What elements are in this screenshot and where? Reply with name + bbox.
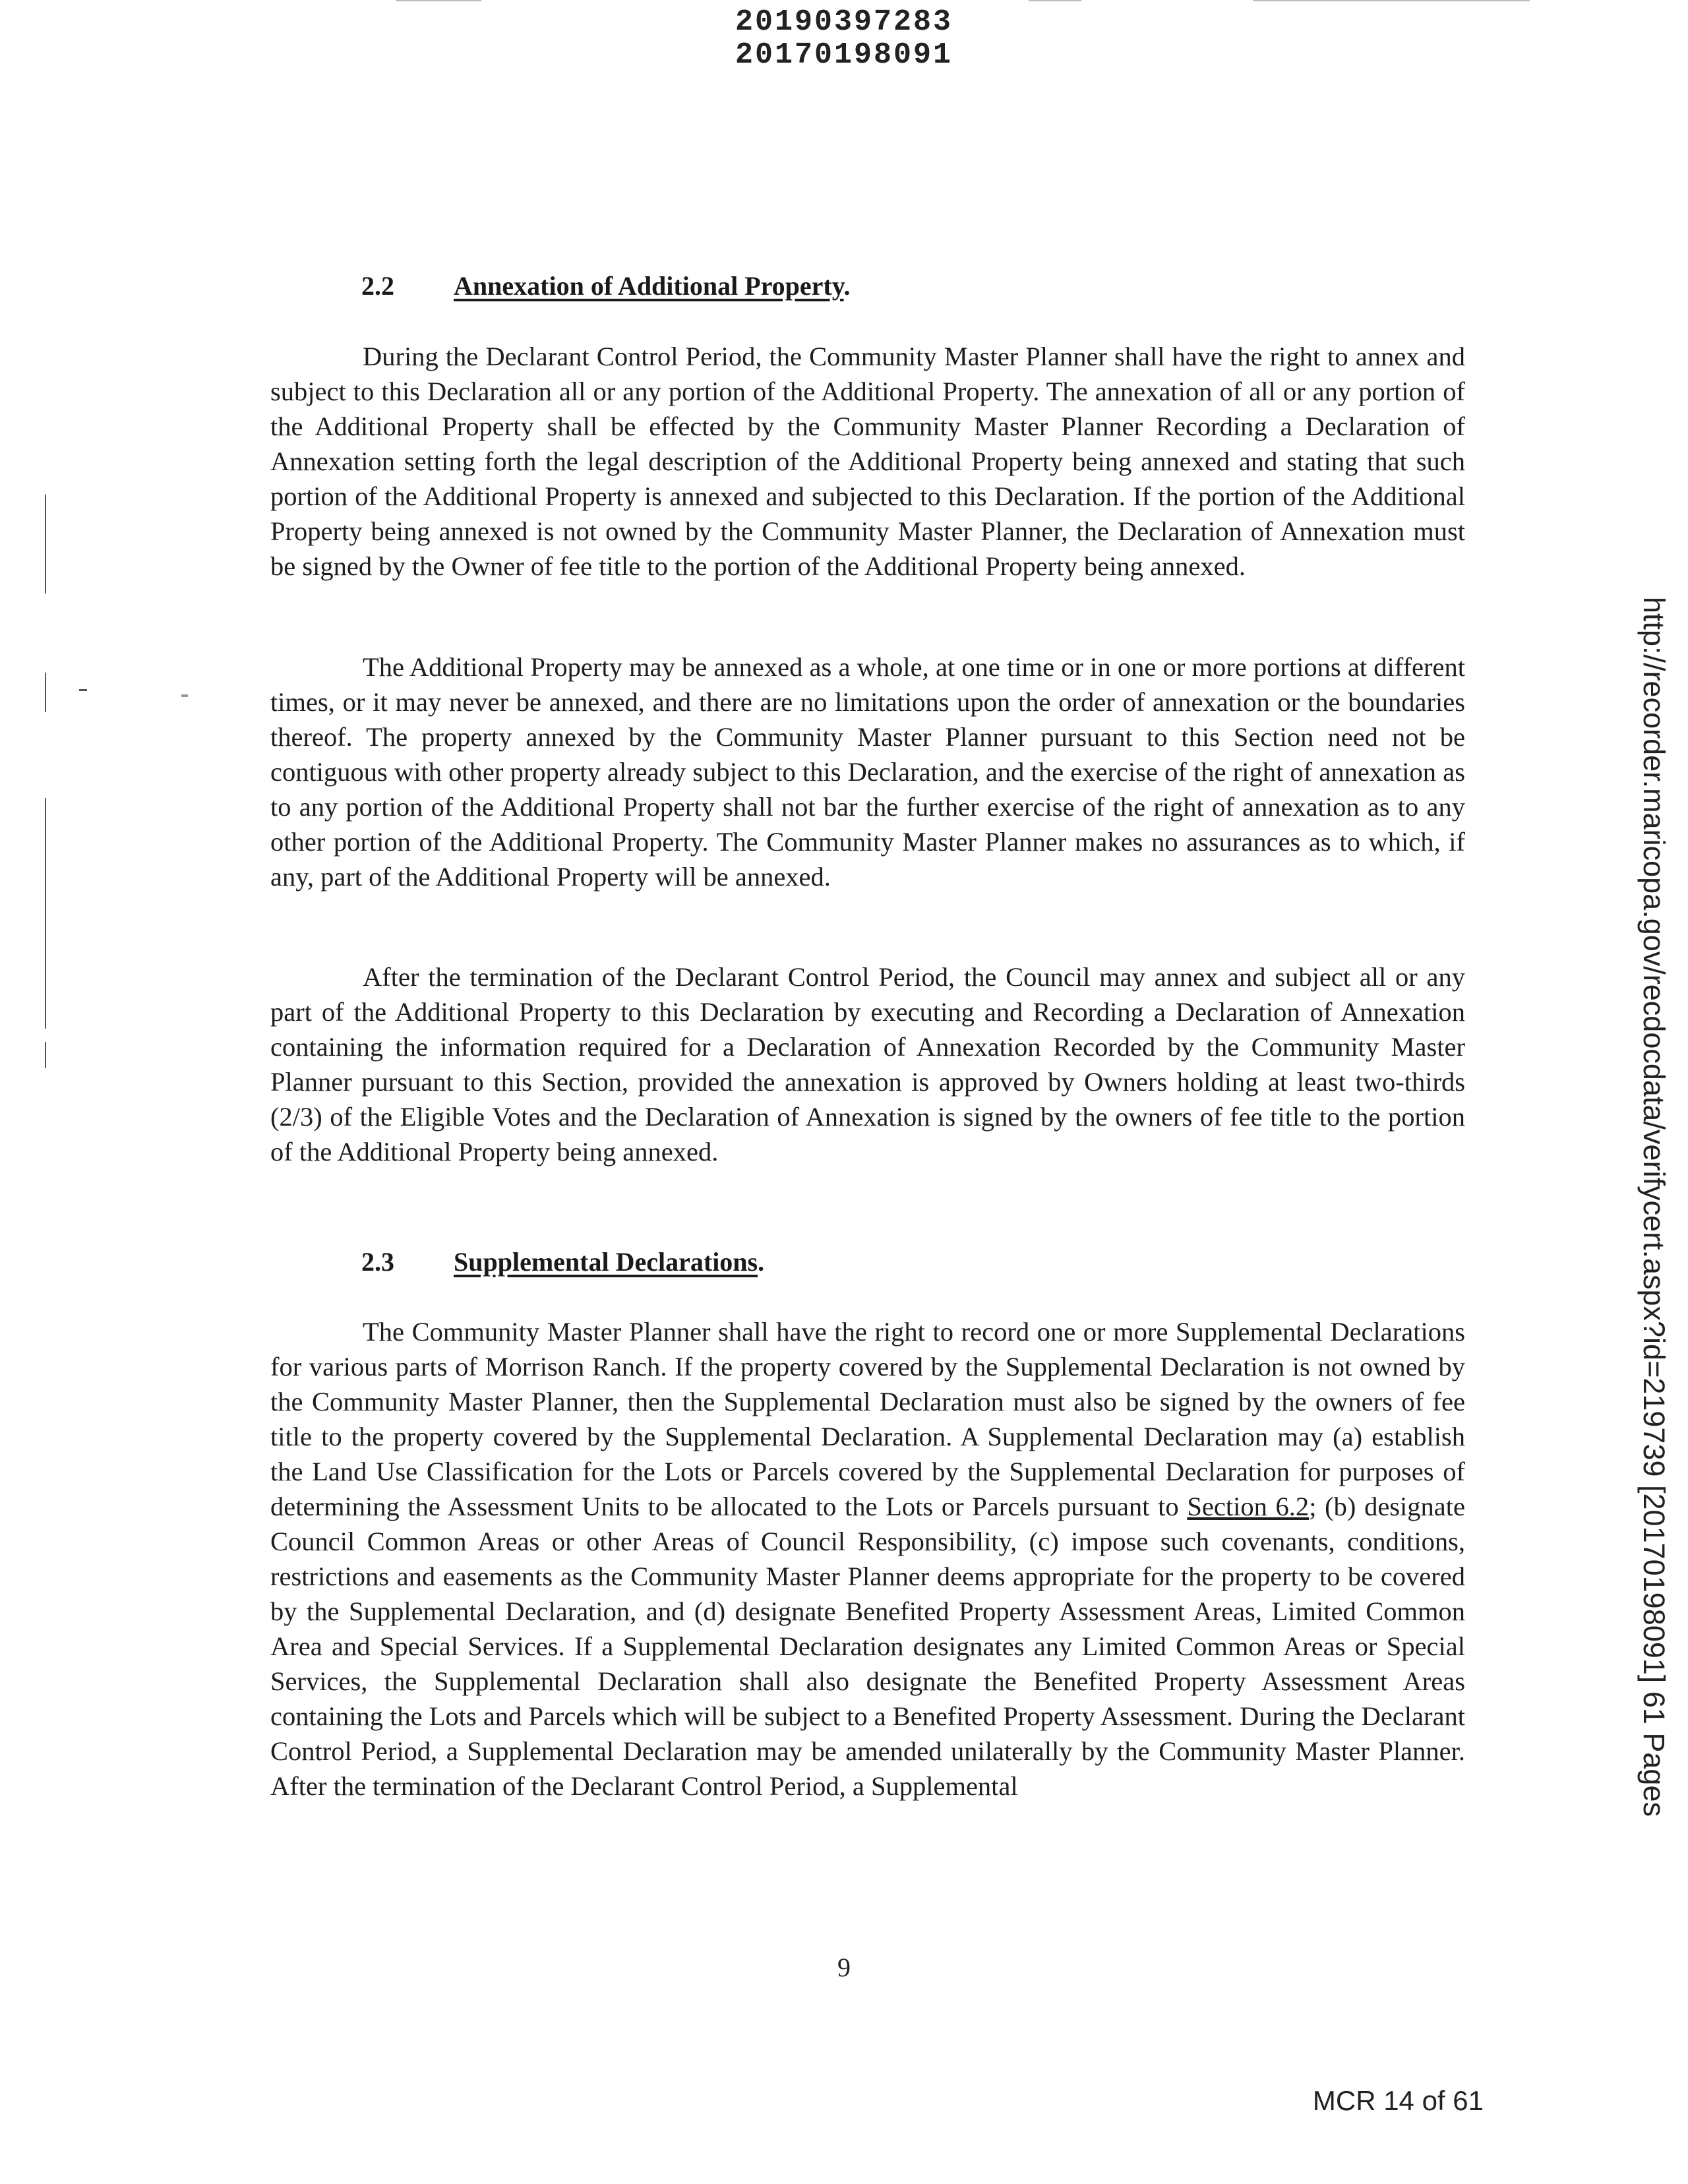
- section-2-2-paragraph-2: The Additional Property may be annexed as a whole, at one time or in one or more portions at different times, or it may never be annexed, and there are no limitations upon the order of annexation or the boundaries thereof. The property annexed by the Community Master Planner pursuant to this Section need not be contiguous with other property already subject to this Declaration, and the exercise of the right of annexation as to any portion of the Additional Property shall not bar the further exercise of the right of annexation as to any other portion of the Additional Property. The Community Master Planner makes no assurances as to which, if any, part of the Additional Property will be annexed.: [270, 652, 1465, 892]
- page-number: 9: [837, 1953, 851, 1982]
- section-2-3-heading: 2.3 Supplemental Declarations.: [361, 1247, 765, 1277]
- section-2-2-paragraph-1: During the Declarant Control Period, the Community Master Planner shall have the right to annex and subject to this Declaration all or any portion of the Additional Property. The annexation of all or any portion of the Additional Property shall be effected by the Community Master Planner Recording a Declaration of Annexation setting forth the legal description of the Additional Property being annexed and stating that such portion of the Additional Property is annexed and subjected to this Declaration. If the portion of the Additional Property being annexed is not owned by the Community Master Planner, the Declaration of Annexation must be signed by the Owner of fee title to the portion of the Additional Property being annexed.: [270, 342, 1465, 581]
- section-2-2-paragraph-3: After the termination of the Declarant Control Period, the Council may annex and subject all or any part of the Additional Property to this Declaration by executing and Recording a Declaration of Annexation containing the information required for a Declaration of Annexation Recorded by the Community Master Planner pursuant to this Section, provided the annexation is approved by Owners holding at least two-thirds (2/3) of the Eligible Votes and the Declaration of Annexation is signed by the owners of fee title to the portion of the Additional Property being annexed.: [270, 962, 1465, 1167]
- scan-margin-mark: [45, 495, 46, 593]
- section-title: Supplemental Declarations: [454, 1247, 758, 1277]
- verification-url: http://recorder.maricopa.gov/recdocdata/verifycert.aspx?id=219739 [20170198091] 61 Pages: [1637, 597, 1671, 1817]
- section-6-2-reference: Section 6.2: [1187, 1492, 1310, 1521]
- scan-margin-mark: [45, 673, 46, 712]
- scan-margin-mark: [45, 798, 46, 1029]
- scan-margin-mark: [181, 694, 188, 697]
- scan-artifact-line: [1253, 0, 1530, 1]
- section-number: 2.3: [361, 1247, 394, 1277]
- record-number-secondary: 20170198091: [735, 38, 953, 72]
- paragraph-text: ; (b) designate Council Common Areas or other Areas of Council Responsibility, (c) impose such covenants, conditions, restrictions and easements as the Community Master Planner deems appropriate for the property to be covered by the Supplemental Declaration, and (d) designate Benefited Property Assessment Areas, Limited Common Area and Special Services. If a Supplemental Declaration designates any Limited Common Areas or Special Services, the Supplemental Declaration shall also designate the Benefited Property Assessment Areas containing the Lots and Parcels which will be subject to a Benefited Property Assessment. During the Declarant Control Period, a Supplemental Declaration may be amended unilaterally by the Community Master Planner. After the termination of the Declarant Control Period, a Supplemental: [270, 1492, 1466, 1801]
- scan-margin-mark: [79, 689, 87, 691]
- scan-artifact-line: [396, 0, 481, 1]
- scan-artifact-line: [1029, 0, 1081, 1]
- section-2-3-paragraph: [270, 1314, 1465, 1804]
- paragraph-text: The Community Master Planner shall have the right to record one or more Supplemental Declarations for various parts of Morrison Ranch. If the property covered by the Supplemental Declaration is not owned by the Community Master Planner, then the Supplemental Declaration must also be signed by the owners of fee title to the property covered by the Supplemental Declaration. A Supplemental Declaration may (a) establish the Land Use Classification for the Lots or Parcels covered by the Supplemental Declaration for purposes of determining the Assessment Units to be allocated to the Lots or Parcels pursuant to: [270, 1317, 1465, 1521]
- record-number-primary: 20190397283: [735, 5, 953, 39]
- section-title: Annexation of Additional Property: [454, 271, 844, 301]
- section-number: 2.2: [361, 271, 394, 301]
- verification-stamp: [1634, 597, 1673, 1866]
- scan-margin-mark: [45, 1042, 46, 1068]
- section-2-2-heading: 2.2 Annexation of Additional Property.: [361, 271, 851, 301]
- mcr-page-label: MCR 14 of 61: [1312, 2085, 1484, 2116]
